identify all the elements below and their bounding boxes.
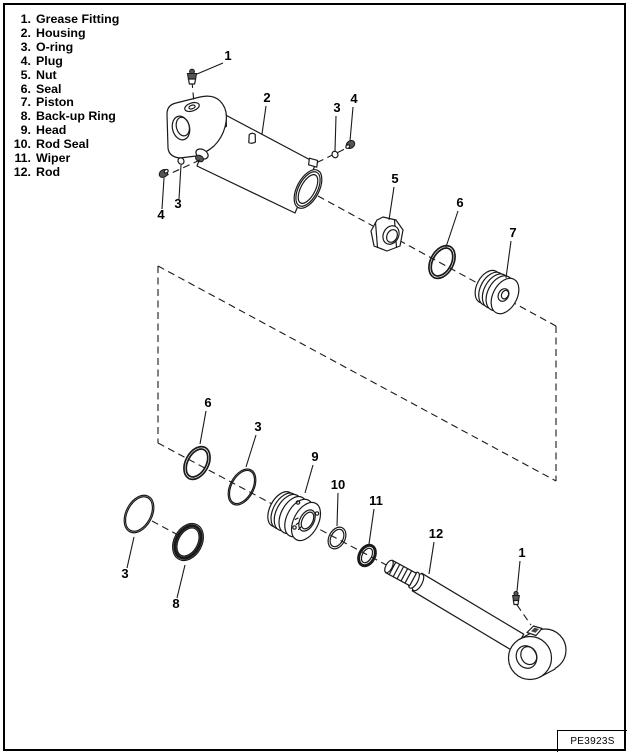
part-number: 4.	[20, 53, 31, 68]
callout-label: 9	[311, 449, 319, 464]
callout-label: 6	[456, 195, 464, 210]
callout-oring-right	[333, 100, 340, 151]
seal-upper	[424, 241, 461, 283]
rod-seal	[325, 524, 350, 552]
callout-backup-ring	[172, 565, 185, 611]
o-ring-outer	[223, 464, 262, 509]
drawing-code: PE3923S	[570, 736, 615, 747]
callout-grease-fitting-top	[197, 48, 232, 74]
wiper	[355, 542, 378, 568]
part-number: 10.	[13, 137, 31, 152]
callout-label: 11	[369, 493, 383, 508]
parts-list-row	[9, 41, 119, 55]
centerlines	[158, 196, 556, 568]
part-number: 6.	[20, 81, 31, 96]
callout-rod-seal	[331, 477, 345, 526]
rod-seal-outer	[325, 524, 350, 552]
fitting-hex	[187, 74, 196, 80]
callout-label: 6	[204, 395, 212, 410]
seal-lower	[179, 442, 216, 484]
callout-label: 1	[518, 545, 526, 560]
part-number: 9.	[20, 123, 31, 138]
parts-list-row	[9, 152, 119, 166]
plug-oring-right	[317, 139, 356, 163]
parts-list-row	[9, 27, 119, 41]
drawing-code-box	[557, 730, 627, 752]
fitting-base	[188, 79, 195, 84]
callout-wiper	[369, 493, 383, 544]
parts-list-row	[9, 110, 119, 124]
parts-list-row	[9, 69, 119, 83]
callout-seal-upper	[446, 195, 464, 247]
rod	[383, 559, 566, 680]
callout-head	[305, 449, 319, 493]
callout-label: 2	[263, 90, 271, 105]
part-name: Head	[36, 123, 67, 138]
callout-label: 3	[174, 196, 182, 211]
fitting-centerline	[517, 605, 531, 625]
back-up-ring	[166, 518, 209, 566]
o-ring-right	[331, 150, 339, 159]
wiper-ring	[355, 542, 378, 568]
parts-list-row	[9, 124, 119, 138]
callout-label: 7	[509, 225, 517, 240]
part-name: Grease Fitting	[36, 12, 120, 26]
part-name: Seal	[36, 81, 62, 96]
part-number: 2.	[20, 25, 31, 40]
head	[262, 487, 326, 545]
part-name: Back-up Ring	[36, 109, 116, 124]
housing	[167, 96, 328, 213]
part-name: O-ring	[36, 39, 74, 54]
callout-label: 3	[254, 419, 262, 434]
callout-rod	[429, 526, 443, 574]
part-number: 7.	[20, 95, 31, 110]
parts-list	[9, 13, 119, 180]
callout-seal-lower	[200, 395, 212, 444]
o-ring-inner	[120, 492, 158, 536]
part-number: 8.	[20, 109, 31, 124]
callout-label: 4	[350, 91, 358, 106]
callout-label: 8	[172, 596, 180, 611]
part-name: Nut	[36, 67, 57, 82]
callout-label: 1	[224, 48, 232, 63]
part-name: Plug	[36, 53, 63, 68]
part-number: 12.	[13, 164, 31, 179]
parts-list-row	[9, 96, 119, 110]
fitting-hex	[513, 596, 520, 601]
callout-plug-right	[350, 91, 358, 141]
part-number: 1.	[20, 12, 31, 26]
grease-fitting-rod	[513, 591, 531, 625]
part-number: 5.	[20, 67, 31, 82]
part-name: Rod Seal	[36, 137, 90, 152]
callout-piston	[506, 225, 517, 278]
parts-list-row	[9, 138, 119, 152]
seal-outer	[179, 442, 216, 484]
parts-list-row	[9, 13, 119, 27]
o-ring-lower-left	[118, 490, 178, 538]
plug-oring-left	[158, 157, 200, 179]
callout-label: 5	[391, 171, 399, 186]
callout-plug-left	[157, 178, 165, 222]
callout-nut	[389, 171, 399, 220]
o-ring-lower	[223, 464, 262, 509]
barrel-port-2	[249, 133, 256, 143]
rod-shaft	[412, 573, 523, 652]
callout-oring-left	[174, 165, 181, 211]
callout-housing	[262, 90, 271, 134]
callout-label: 12	[428, 526, 444, 541]
callout-label: 3	[333, 100, 341, 115]
callout-label: 4	[157, 207, 165, 222]
part-number: 11.	[14, 151, 31, 166]
parts-list-row	[9, 55, 119, 69]
rod-seal-inner	[327, 527, 346, 549]
part-name: Rod	[36, 164, 61, 179]
callout-oring-lower	[246, 419, 262, 467]
parts-list-row	[9, 166, 119, 180]
ring-link-centerline	[152, 521, 178, 535]
fitting-ball	[514, 591, 518, 595]
callout-label: 10	[330, 477, 346, 492]
part-name: Piston	[36, 95, 74, 110]
callout-grease-fitting-rod	[517, 545, 526, 591]
part-name: Housing	[36, 25, 86, 40]
part-number: 3.	[20, 39, 31, 54]
fitting-base	[513, 601, 518, 605]
part-name: Wiper	[36, 151, 71, 166]
parts-list-row	[9, 83, 119, 97]
nut	[371, 217, 403, 251]
piston	[470, 266, 525, 318]
callout-oring-lower-left	[121, 537, 134, 581]
axis-row1	[318, 196, 556, 326]
seal-outer	[424, 241, 461, 283]
callout-label: 3	[121, 566, 129, 581]
